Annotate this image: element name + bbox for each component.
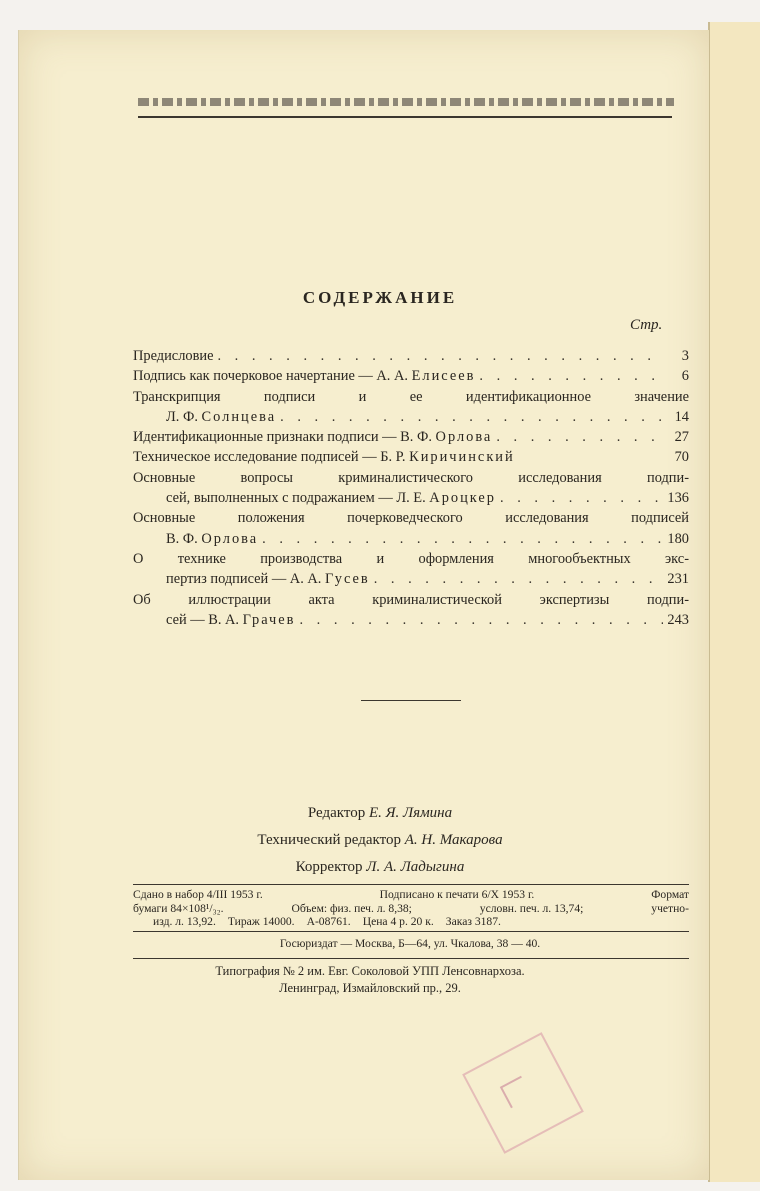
ornamental-rule [138,98,674,106]
adjacent-page-edge [708,22,760,1182]
printer-block [0,963,740,997]
toc-entry[interactable] [133,387,689,428]
editor-role: Редактор [307,805,366,821]
toc-entry-author: Елисеев [411,368,476,385]
toc-entry[interactable] [133,346,689,366]
toc-entry[interactable] [133,508,689,549]
toc-title: СОДЕРЖАНИЕ [302,288,458,307]
toc-entry[interactable] [133,366,689,386]
toc-entry-page: 14 [674,408,689,425]
toc-entry-page: 27 [674,429,689,446]
toc-entry[interactable] [133,447,689,467]
header-rule [138,116,672,118]
imprint-physical-sheets: Объем: физ. печ. л. 8,38; [291,901,412,915]
toc-entry-author: Киричинский [409,449,515,466]
imprint-format-label: Формат [651,888,689,901]
toc-entry-page: 3 [681,348,689,364]
toc-entry-author-initials: Л. Ф. [166,408,198,425]
toc-entry-title: Подпись как почерковое начертание — А. А. [133,368,408,385]
toc-entry-title: Об иллюстрации акта криминалистической экспертизы подпи- [133,591,689,608]
corrector-name: Л. А. Ладыгина [366,859,465,875]
tech-editor-role: Технический редактор [257,832,402,848]
section-divider [361,700,461,701]
imprint-rule [133,958,689,959]
imprint-publishing-sheets: изд. л. 13,92. [153,915,216,928]
toc-entry-page: 136 [667,490,689,507]
page-column-label: Стр. [630,317,663,333]
imprint-print-date: Подписано к печати 6/Х 1953 г. [379,888,535,901]
toc-entry-page: 70 [674,449,689,466]
toc-entry-title: Идентификационные признаки подписи — В. Ф. [133,429,432,446]
corrector-role: Корректор [295,859,363,875]
toc-entry[interactable] [133,427,689,447]
toc-entry-author: Грачев [242,611,296,628]
imprint-paper-size: бумаги 84×108¹/₃₂. [133,901,224,915]
toc-entry[interactable] [133,468,689,509]
leader-dots [479,366,663,386]
imprint-rule [133,931,689,932]
toc-entry[interactable] [133,590,689,631]
printer-address: Ленинград, Измайловский пр., 29. [279,981,461,995]
toc-entry-title-cont: сей, выполненных с подражанием — Л. Е. [166,490,426,507]
toc-entry[interactable] [133,549,689,590]
imprint-price: Цена 4 р. 20 к. [362,915,434,928]
corrector-line [0,854,760,881]
imprint-typeset-date: Сдано в набор 4/III 1953 г. [133,888,263,901]
leader-dots [299,610,663,630]
toc-entry-page: 231 [667,571,689,588]
toc-entry-title: Основные вопросы криминалистического исследования подпи- [133,469,689,486]
toc-entry-title: Основные положения почерковедческого исследования подписей [133,510,689,527]
toc-entry-title: Техническое исследование подписей — Б. Р. [133,449,406,466]
toc-entry-author: Солнцева [201,408,277,425]
leader-dots [496,427,663,447]
toc-entry-author: Орлова [201,530,259,547]
leader-dots [374,569,663,589]
editor-name: Е. Я. Лямина [368,805,453,821]
leader-dots [280,407,663,427]
toc-entry-page: 180 [667,530,689,547]
toc-entry-title: О технике производства и оформления многообъектных экс- [133,550,689,567]
leader-dots [500,488,663,508]
leader-dots [217,346,663,366]
leader-dots [262,529,663,549]
imprint-accounting-label: учетно- [651,901,689,915]
toc-entry-author: Ароцкер [429,490,496,507]
imprint-order: Заказ 3187. [445,915,501,928]
imprint-block [133,884,689,929]
imprint-print-run: Тираж 14000. [227,915,295,928]
toc-entry-title: Транскрипция подписи и ее идентификационное значение [133,388,689,405]
tech-editor-line [0,827,760,854]
imprint-conditional-sheets: условн. печ. л. 13,74; [479,901,584,915]
toc-entry-author: Гусев [325,571,370,588]
printer-name: Типография № 2 им. Евг. Соколовой УПП Ленсовнархоза. [215,964,525,978]
editor-line [0,800,760,827]
toc-entry-author: Орлова [435,429,493,446]
tech-editor-name: А. Н. Макарова [404,832,503,848]
toc-entry-title-cont: пертиз подписей — А. А. [166,571,322,588]
toc-entry-title-cont: сей — В. А. [166,611,240,628]
toc-entry-page: 243 [667,611,689,628]
toc-entry-page: 6 [681,368,689,385]
credits-block [0,800,760,881]
publisher-address: Госюриздат — Москва, Б—64, ул. Чкалова, 38 — 40. [279,937,541,950]
toc-entry-title: Предисловие [133,348,214,364]
toc-entry-author-initials: В. Ф. [166,530,198,547]
table-of-contents [133,346,689,630]
imprint-code: А-08761. [306,915,351,928]
